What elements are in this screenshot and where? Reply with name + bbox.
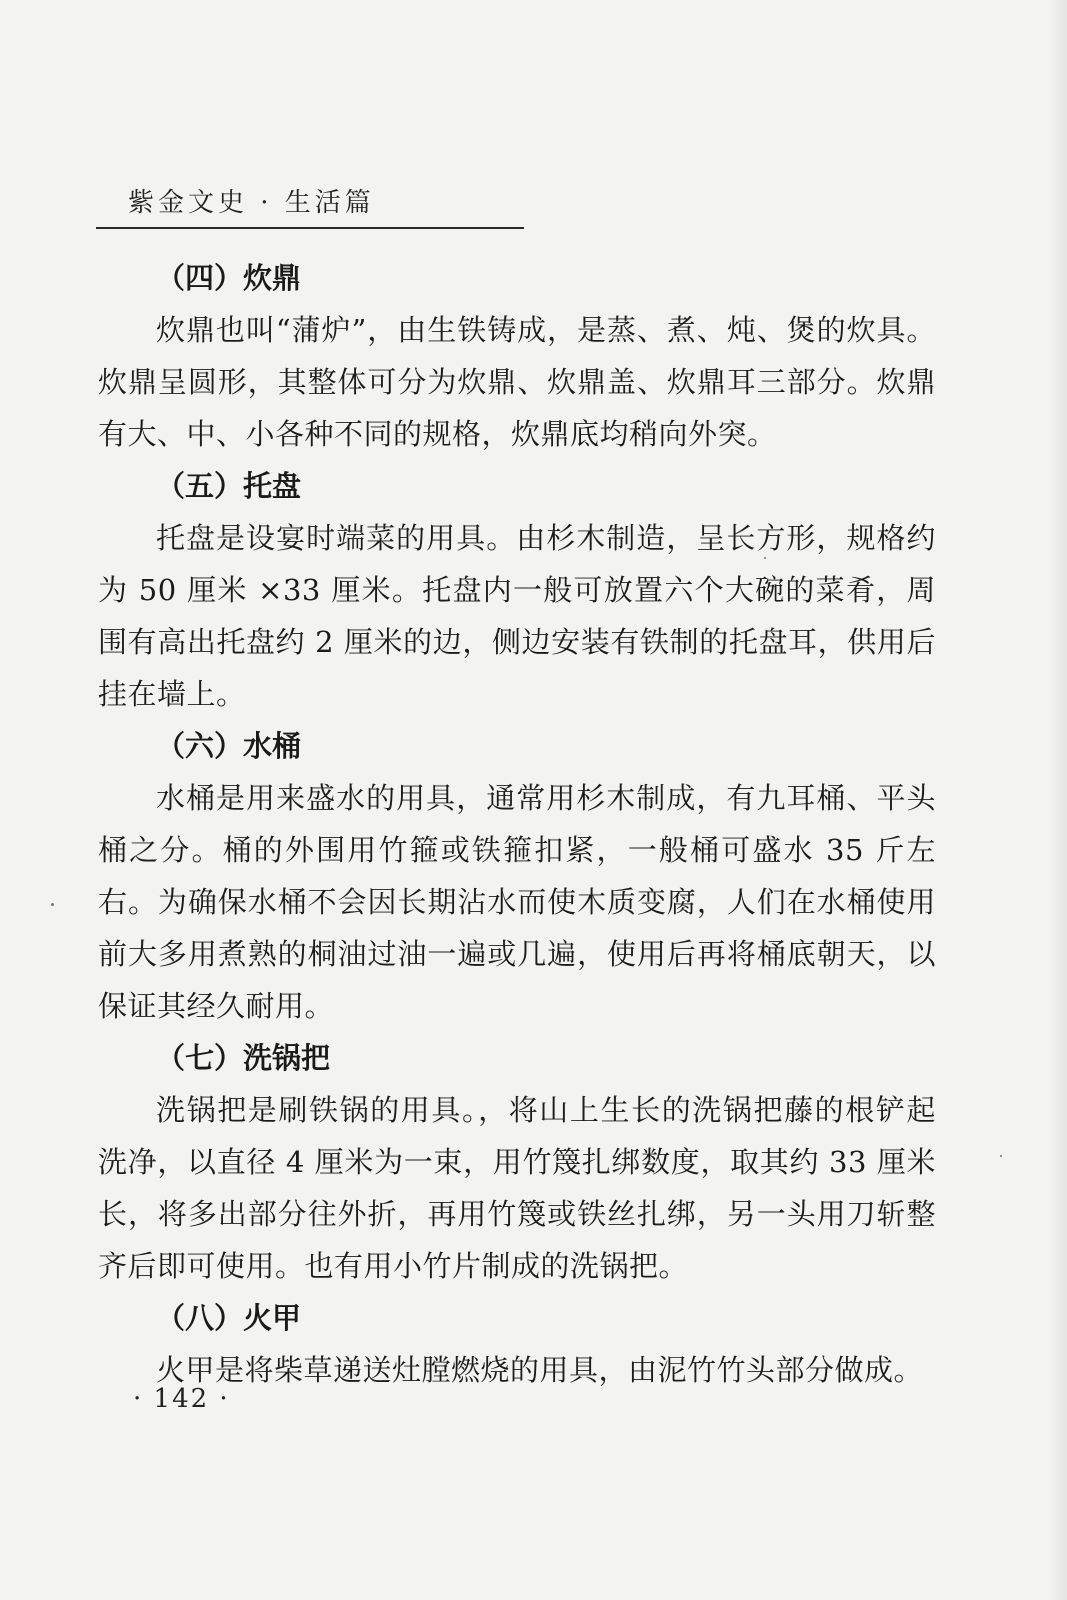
paragraph: 炊鼎也叫“蒲炉”，由生铁铸成，是蒸、煮、炖、煲的炊具。炊鼎呈圆形，其整体可分为炊鼎、炊鼎盖、炊鼎耳三部分。炊鼎有大、中、小各种不同的规格，炊鼎底均稍向外突。 — [98, 313, 936, 451]
page-edge-shadow — [1049, 0, 1067, 1600]
paragraph: 托盘是设宴时端菜的用具。由杉木制造，呈长方形，规格约为 50 厘米 ×33 厘米。托盘内一般可放置六个大碗的菜肴，周围有高出托盘约 2 厘米的边，侧边安装有铁制的托盘耳，供用后挂在墙上。 — [98, 521, 936, 711]
section-tuopan — [98, 460, 936, 720]
section-heading: （四）炊鼎 — [156, 261, 302, 295]
section-heading: （六）水桶 — [156, 729, 302, 763]
section-shuitong — [98, 720, 936, 1032]
page-body — [98, 252, 936, 1396]
section-zhuoding — [98, 252, 936, 460]
paragraph: 水桶是用来盛水的用具，通常用杉木制成，有九耳桶、平头桶之分。桶的外围用竹箍或铁箍扣紧，一般桶可盛水 35 斤左右。为确保水桶不会因长期沾水而使木质变腐，人们在水桶使用前大多用煮熟的桐油过油一遍或几遍，使用后再将桶底朝天，以保证其经久耐用。 — [98, 781, 936, 1023]
section-huojia — [98, 1292, 936, 1396]
section-xiguoba — [98, 1032, 936, 1292]
paragraph: 洗锅把是刷铁锅的用具。，将山上生长的洗锅把藤的根铲起洗净，以直径 4 厘米为一束，用竹篾扎绑数度，取其约 33 厘米长，将多出部分往外折，再用竹篾或铁丝扎绑，另一头用刀斩整齐后即可使用。也有用小竹片制成的洗锅把。 — [98, 1093, 936, 1283]
header-rule — [96, 227, 524, 229]
running-header: 紫金文史 · 生活篇 — [128, 188, 375, 218]
page-number: · 142 · — [133, 1384, 230, 1414]
section-heading: （七）洗锅把 — [156, 1041, 331, 1075]
section-heading: （八）火甲 — [156, 1301, 302, 1335]
paper-speck — [51, 903, 54, 906]
paper-speck — [764, 557, 766, 559]
section-heading: （五）托盘 — [156, 469, 302, 503]
paper-speck — [1000, 1155, 1002, 1157]
paragraph: 火甲是将柴草递送灶膛燃烧的用具，由泥竹竹头部分做成。 — [156, 1353, 924, 1387]
